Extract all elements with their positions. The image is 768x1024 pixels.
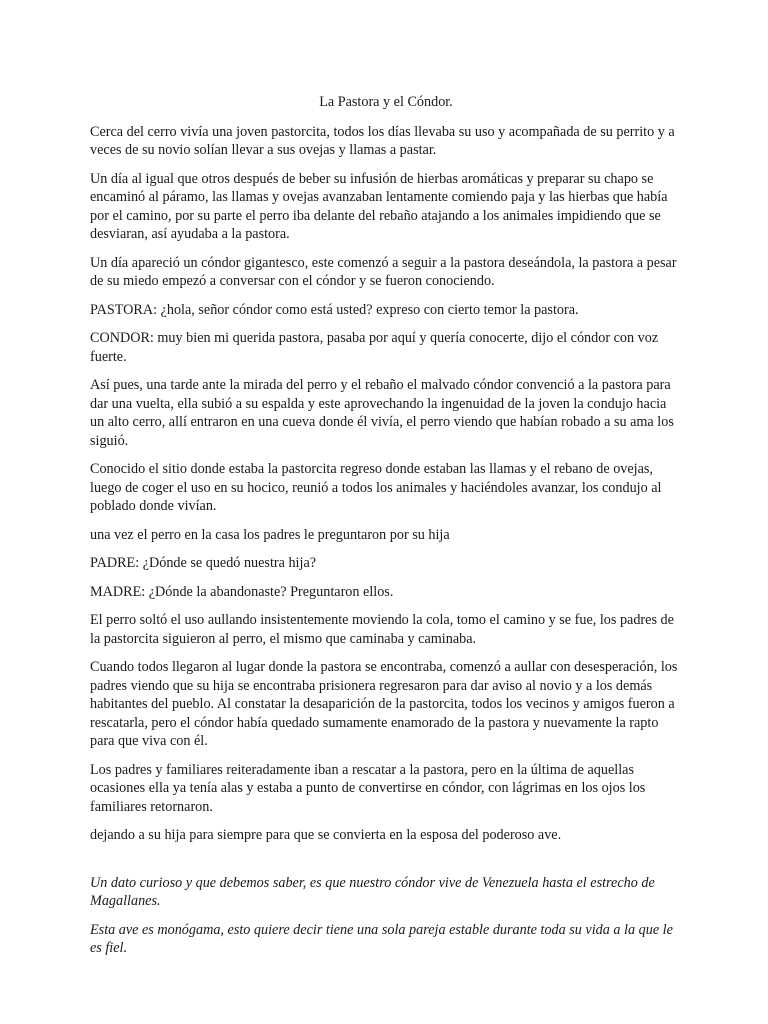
paragraph: Un día al igual que otros después de beber su infusión de hierbas aromáticas y preparar su chapo se encaminó al páramo, las llamas y ovejas avanzaban lentamente comiendo paja y las hierbas que había por el camino, por su parte el perro iba delante del rebaño atajando a los animales impidiendo que se desviaran, así ayudaba a la pastora. [90, 170, 668, 242]
paragraph: Conocido el sitio donde estaba la pastorcita regreso donde estaban las llamas y el rebano de ovejas, luego de coger el uso en su hocico, reunió a todos los animales y haciéndoles avanzar, los condujo al poblado donde vivían. [90, 461, 662, 514]
document-content [90, 93, 682, 958]
paragraph: una vez el perro en la casa los padres le preguntaron por su hija [90, 526, 450, 543]
dialogue-line: PASTORA: ¿hola, señor cóndor como está usted? expreso con cierto temor la pastora. [90, 301, 579, 318]
section-spacer [90, 855, 682, 874]
note-paragraph: Un dato curioso y que debemos saber, es que nuestro cóndor vive de Venezuela hasta el estrecho de Magallanes. [90, 874, 655, 909]
dialogue-line: CONDOR: muy bien mi querida pastora, pasaba por aquí y quería conocerte, dijo el cóndor con voz fuerte. [90, 330, 659, 365]
paragraph: Un día apareció un cóndor gigantesco, este comenzó a seguir a la pastora deseándola, la pastora a pesar de su miedo empezó a conversar con el cóndor y se fueron conociendo. [90, 254, 677, 289]
paragraph: dejando a su hija para siempre para que se convierta en la esposa del poderoso ave. [90, 827, 562, 843]
paragraph: Cerca del cerro vivía una joven pastorcita, todos los días llevaba su uso y acompañada de su perrito y a veces de su novio solían llevar a sus ovejas y llamas a pastar. [90, 123, 675, 158]
paragraph: Cuando todos llegaron al lugar donde la pastora se encontraba, comenzó a aullar con desesperación, los padres viendo que su hija se encontraba prisionera regresaron para dar aviso al novio y a los demás habitantes del pueblo. Al constatar la desaparición de la pastorcita, todos los vecinos y amigos fueron a rescatarla, pero el cóndor había quedado sumamente enamorado de la pastora y nuevamente la rapto para que viva con él. [90, 659, 678, 749]
paragraph: Así pues, una tarde ante la mirada del perro y el rebaño el malvado cóndor convenció a la pastora para dar una vuelta, ella subió a su espalda y este aprovechando la ingenuidad de la joven la condujo hacia un alto cerro, allí entraron en una cueva donde él vivía, el perro viendo que habían robado a su ama los siguió. [90, 377, 674, 449]
dialogue-line: PADRE: ¿Dónde se quedó nuestra hija? [90, 555, 317, 571]
note-paragraph: Esta ave es monógama, esto quiere decir tiene una sola pareja estable durante toda su vida a la que le es fiel. [90, 921, 673, 956]
dialogue-line: MADRE: ¿Dónde la abandonaste? Preguntaron ellos. [90, 583, 394, 600]
paragraph: Los padres y familiares reiteradamente iban a rescatar a la pastora, pero en la última de aquellas ocasiones ella ya tenía alas y estaba a punto de convertirse en cóndor, con lágrimas en los ojos los familiares retornaron. [90, 761, 646, 815]
document-title: La Pastora y el Cóndor. [319, 94, 453, 110]
paragraph: El perro soltó el uso aullando insistentemente moviendo la cola, tomo el camino y se fue, los padres de la pastorcita siguieron al perro, el mismo que caminaba y caminaba. [90, 612, 674, 647]
